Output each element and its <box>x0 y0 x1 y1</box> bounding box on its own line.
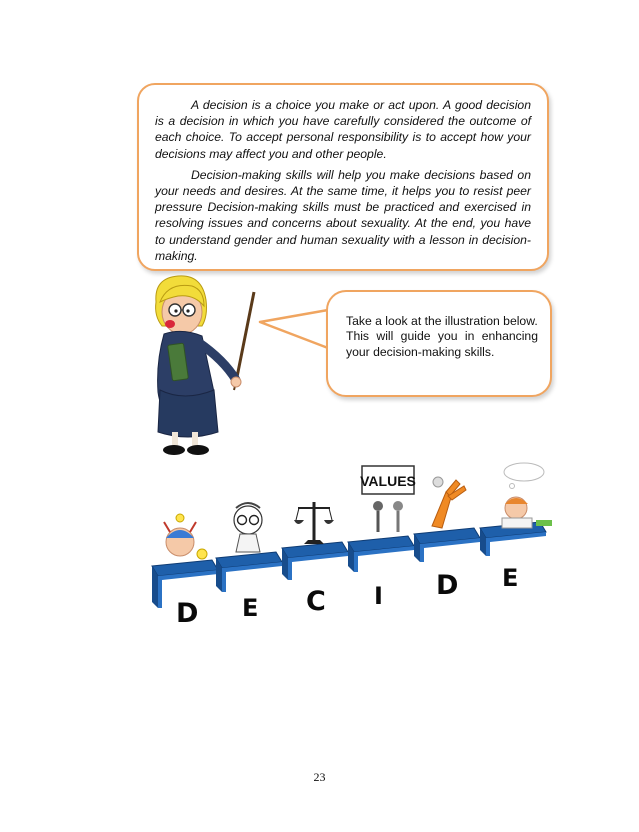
step-3 <box>282 542 348 580</box>
teacher-illustration <box>148 272 258 462</box>
speech-bubble <box>326 290 552 397</box>
intro-paragraph-1: A decision is a choice you make or act upon. A good decision is a decision in which you have carefully considered the outcome of each choice. To accept personal responsibility is to accept how your decisions may affect you and other people. <box>155 98 531 161</box>
hand-pointing-icon <box>432 477 466 528</box>
scales-of-justice-icon <box>294 502 334 544</box>
nerd-with-glasses-icon <box>234 503 262 552</box>
values-sign-label: VALUES <box>360 473 416 489</box>
values-sign-icon <box>360 466 416 532</box>
page-number: 23 <box>313 770 326 784</box>
speech-bubble-line-1: Take a look at the illustration below. <box>346 314 538 328</box>
thinking-head-icon <box>164 514 207 559</box>
decide-letter-c: C <box>306 586 326 617</box>
step-4 <box>348 536 414 572</box>
speech-bubble-line-2: This will guide you in enhancing your decision-making skills. <box>346 329 538 359</box>
decide-letter-e2: E <box>502 564 519 592</box>
step-5 <box>414 528 480 562</box>
decide-staircase-illustration <box>150 462 570 632</box>
intro-paragraph-2: Decision-making skills will help you make decisions based on your needs and desires. At the same time, it helps you to resist peer pressure Decision-making skills must be practiced and exercised in resolving issues and concerns about sexuality. At the end, you have to understand gender and human sexuality with a lesson in decision-making. <box>155 167 531 263</box>
child-writing-icon <box>502 463 552 528</box>
decide-letter-d1: D <box>176 598 199 629</box>
step-2 <box>216 552 282 592</box>
decide-letter-d2: D <box>436 570 459 601</box>
speech-bubble-tail <box>258 304 330 354</box>
intro-callout-box <box>137 83 549 271</box>
decide-letter-e1: E <box>242 594 259 622</box>
decide-letter-i: I <box>374 582 383 610</box>
